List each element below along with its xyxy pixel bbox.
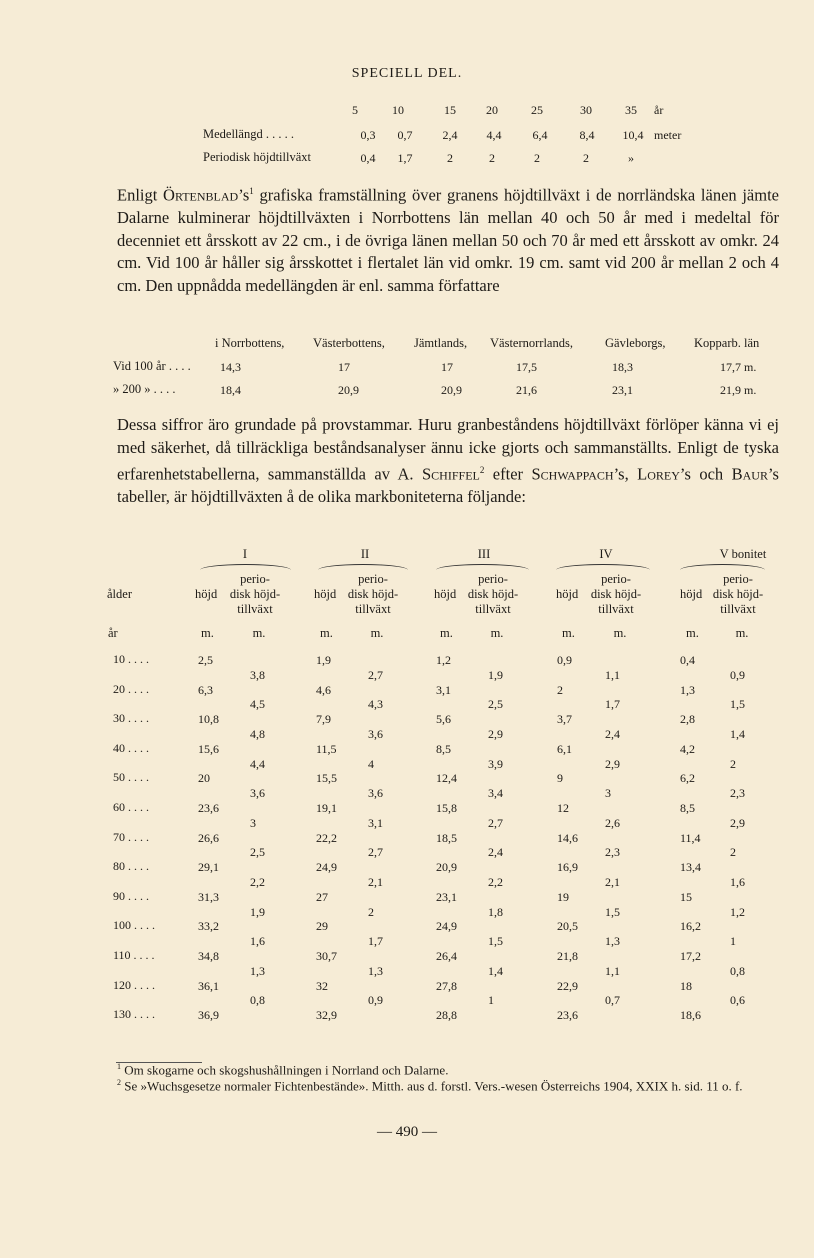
increment-value: 1,1	[605, 667, 620, 682]
height-value: 32,9	[316, 1008, 337, 1023]
increment-value: 0,9	[730, 667, 745, 682]
height-value: 7,9	[316, 712, 331, 727]
increment-value: 2,3	[605, 845, 620, 860]
increment-value: 4,8	[250, 727, 265, 741]
increment-value: 0,8	[250, 993, 265, 1008]
increment-value: 2,7	[368, 667, 383, 682]
periodic-column-header: perio-	[601, 572, 631, 586]
increment-unit: m.	[490, 626, 504, 640]
page-number: — 490 —	[377, 1124, 437, 1140]
footnote-ref: 2	[479, 465, 485, 475]
table-cell: 2	[534, 151, 540, 165]
increment-value: 3,6	[368, 786, 383, 801]
height-value: 3,1	[436, 682, 451, 697]
periodic-column-header: disk höjd-	[712, 587, 764, 601]
height-value: 1,9	[316, 653, 331, 667]
table-cell: 21,6	[516, 383, 537, 397]
height-value: 18,5	[436, 830, 457, 845]
county-header: Västernorrlands,	[490, 336, 573, 350]
increment-value: 1,2	[730, 904, 745, 919]
table-cell: 18,3	[612, 360, 633, 374]
bonitet-group-header: IV	[599, 547, 613, 561]
height-value: 23,6	[557, 1008, 578, 1023]
age-label: 100 . . . .	[113, 918, 155, 933]
table-cell: 17,5	[516, 360, 537, 374]
height-value: 29	[316, 919, 328, 934]
year-header: 5	[352, 103, 358, 117]
table-cell: meter	[654, 128, 682, 142]
height-value: 9	[557, 771, 563, 786]
height-column-header: höjd	[434, 587, 457, 601]
text-run: efter	[484, 464, 532, 484]
height-value: 0,9	[557, 653, 572, 667]
height-value: 15,6	[198, 741, 219, 756]
height-unit: m.	[201, 626, 214, 640]
increment-value: 2,7	[368, 845, 383, 860]
county-header: Jämtlands,	[414, 336, 468, 350]
increment-value: 3,1	[368, 815, 383, 830]
increment-value: 1,7	[368, 934, 383, 949]
age-label: 40 . . . .	[113, 740, 149, 755]
periodic-column-header: tillväxt	[475, 602, 511, 616]
increment-value: 4,4	[250, 756, 265, 771]
height-value: 15,8	[436, 801, 457, 815]
periodic-column-header: perio-	[723, 572, 753, 586]
increment-unit: m.	[252, 626, 266, 640]
age-label: 130 . . . .	[113, 1007, 155, 1022]
text-run: Enligt	[117, 185, 164, 205]
increment-unit: m.	[613, 626, 627, 640]
text-run: ’s,	[613, 464, 638, 484]
increment-value: 1,1	[605, 963, 620, 978]
increment-value: 4,5	[250, 697, 265, 712]
increment-unit: m.	[370, 626, 384, 640]
increment-value: 1,4	[730, 727, 745, 741]
height-value: 27,8	[436, 978, 457, 993]
increment-value: 0,6	[730, 993, 745, 1008]
height-value: 32	[316, 978, 328, 993]
increment-value: 1,5	[605, 904, 620, 919]
bonitet-group-header: III	[477, 547, 491, 561]
text-run: grafiska framställning över granens höjdtillväxt i de norrländska länen jämte Dalarne kulminerar höjdtillväxten i Norrbottens län mellan 40 och 50 år med i medeltal för decenniet ett årsskott av 22 cm., i de övriga länen mellan 50 och 70 år med ett årsskott av omkr. 24 cm. Vid 100 år håller sig årsskottet i flertalet län vid omkr. 19 cm. samt vid 200 år mellan 2 och 4 cm. Den uppnådda medellängden är enl. samma författare	[117, 185, 779, 295]
increment-value: 0,9	[368, 993, 383, 1008]
height-value: 16,9	[557, 860, 578, 875]
group-brace	[200, 564, 291, 570]
height-column-header: höjd	[680, 587, 703, 601]
increment-value: 1,5	[730, 697, 745, 712]
periodic-column-header: disk höjd-	[229, 587, 281, 601]
height-value: 2,8	[680, 712, 695, 727]
table-cell: 17	[441, 360, 453, 374]
increment-value: 2,9	[488, 727, 503, 741]
height-value: 6,1	[557, 741, 572, 756]
increment-value: 1,3	[368, 963, 383, 978]
county-header: Västerbottens,	[313, 336, 385, 350]
height-value: 15	[680, 889, 692, 904]
increment-value: 3,6	[368, 727, 383, 741]
height-unit: m.	[686, 626, 699, 640]
height-value: 22,2	[316, 830, 337, 845]
age-label: 110 . . . .	[113, 948, 155, 962]
age-label: 90 . . . .	[113, 888, 149, 903]
year-header: 15	[444, 103, 456, 117]
height-value: 18,6	[680, 1008, 701, 1023]
height-value: 12	[557, 801, 569, 815]
group-brace	[436, 564, 529, 570]
increment-value: 3,9	[488, 756, 503, 771]
paragraph-site-classes	[117, 414, 779, 509]
bonitet-group-header: I	[242, 547, 248, 561]
author-name: Schiffel	[422, 464, 480, 484]
height-value: 11,5	[316, 741, 337, 756]
increment-value: 2,1	[605, 875, 620, 889]
table-cell: 2,4	[442, 128, 458, 142]
periodic-column-header: perio-	[478, 572, 508, 586]
height-value: 12,4	[436, 771, 457, 786]
height-value: 8,5	[436, 741, 451, 756]
table-cell: 0,3	[360, 128, 376, 142]
height-value: 28,8	[436, 1008, 457, 1023]
author-name: Örtenblad	[163, 185, 239, 205]
row-label: Periodisk höjdtillväxt	[203, 150, 311, 164]
height-unit: m.	[562, 626, 575, 640]
periodic-column-header: tillväxt	[598, 602, 634, 616]
increment-value: 2,3	[730, 786, 745, 801]
periodic-column-header: tillväxt	[237, 602, 273, 616]
increment-value: 4,3	[368, 697, 383, 712]
increment-unit: m.	[735, 626, 749, 640]
year-header: 20	[486, 103, 498, 117]
increment-value: 2,5	[488, 697, 503, 712]
age-label: 80 . . . .	[113, 859, 149, 874]
year-header: 35	[625, 103, 637, 117]
table-cell: 1,7	[397, 151, 413, 165]
table-cell: 2	[489, 151, 495, 165]
height-value: 33,2	[198, 919, 219, 934]
periodic-column-header: tillväxt	[355, 602, 391, 616]
group-brace	[680, 564, 765, 570]
height-value: 23,6	[198, 801, 219, 815]
year-header: 30	[580, 103, 592, 117]
periodic-column-header: disk höjd-	[347, 587, 399, 601]
table-cell: 2	[447, 151, 453, 165]
increment-value: 2,2	[488, 875, 503, 889]
height-column-header: höjd	[314, 587, 337, 601]
height-value: 15,5	[316, 771, 337, 786]
group-brace	[318, 564, 408, 570]
table-cell: »	[628, 151, 634, 165]
table-cell: 4,4	[486, 128, 502, 142]
age-label: 50 . . . .	[113, 770, 149, 785]
county-header: Kopparb. län	[694, 336, 760, 350]
increment-value: 2,6	[605, 815, 620, 830]
table-cell: 14,3	[220, 360, 241, 374]
height-value: 6,3	[198, 682, 213, 697]
row-label: Vid 100 år . . . .	[113, 359, 191, 373]
county-header: i Norrbottens,	[215, 336, 285, 350]
increment-value: 2,4	[605, 727, 620, 741]
height-value: 17,2	[680, 949, 701, 963]
height-value: 19,1	[316, 801, 337, 815]
table-cell: 20,9	[338, 383, 359, 397]
height-value: 26,6	[198, 830, 219, 845]
year-header: 10	[392, 103, 404, 117]
author-name: Baur	[731, 464, 768, 484]
height-value: 1,2	[436, 653, 451, 667]
height-value: 22,9	[557, 978, 578, 993]
height-value: 23,1	[436, 889, 457, 904]
increment-value: 1,6	[730, 875, 745, 889]
text-run: ’s tabeller, är höjdtillväxten å de olika markboniteterna följande:	[117, 464, 779, 506]
height-value: 2	[557, 682, 563, 697]
author-name: Lorey	[637, 464, 680, 484]
height-value: 8,5	[680, 801, 695, 815]
height-value: 21,8	[557, 949, 578, 963]
text-run: Dessa siffror äro grundade på provstammar. Huru granbeståndens höjdtillväxt förlöper känna vi ej med säkerhet, då tillräckliga beståndsanalyser ännu icke gjorts och sammanställts. Enligt de tyska erfarenhetstabellerna, sammanställda av A.	[117, 415, 779, 484]
table-cell: 2	[583, 151, 589, 165]
increment-value: 2	[368, 904, 374, 919]
running-header: SPECIELL DEL.	[351, 66, 463, 81]
row-label: » 200 » . . . .	[113, 382, 176, 396]
increment-value: 2,7	[488, 815, 503, 830]
increment-value: 1,3	[605, 934, 620, 949]
height-value: 4,2	[680, 741, 695, 756]
height-value: 20,5	[557, 919, 578, 934]
table-cell: 6,4	[532, 128, 548, 142]
height-value: 2,5	[198, 653, 213, 667]
increment-value: 1	[730, 934, 736, 949]
increment-value: 2,9	[605, 756, 620, 771]
height-value: 10,8	[198, 712, 219, 727]
height-value: 24,9	[316, 860, 337, 875]
periodic-column-header: perio-	[240, 572, 270, 586]
year-header: 25	[531, 103, 543, 117]
age-column-header: ålder	[107, 587, 132, 601]
table-cell: 0,7	[397, 128, 413, 142]
height-unit: m.	[320, 626, 333, 640]
height-value: 14,6	[557, 830, 578, 845]
height-value: 16,2	[680, 919, 701, 934]
age-unit: år	[108, 626, 118, 640]
age-label: 60 . . . .	[113, 800, 149, 814]
increment-value: 2,5	[250, 845, 265, 860]
increment-value: 3,4	[488, 786, 503, 801]
height-value: 3,7	[557, 712, 572, 727]
height-value: 11,4	[680, 830, 701, 845]
table-cell: 17,7 m.	[720, 360, 757, 374]
increment-value: 2,9	[730, 815, 745, 830]
table-cell: 20,9	[441, 383, 462, 397]
increment-value: 3	[250, 815, 256, 830]
increment-value: 0,7	[605, 993, 620, 1008]
increment-value: 1,5	[488, 934, 503, 949]
table-cell: 23,1	[612, 383, 633, 397]
author-name: Schwappach	[531, 464, 614, 484]
periodic-column-header: perio-	[358, 572, 388, 586]
height-value: 20	[198, 771, 210, 786]
height-value: 26,4	[436, 949, 457, 963]
increment-value: 4	[368, 756, 374, 771]
increment-value: 3,6	[250, 786, 265, 801]
height-value: 4,6	[316, 682, 331, 697]
increment-value: 2	[730, 756, 736, 771]
bonitet-group-header: II	[360, 547, 370, 561]
footnote-mark: 2	[117, 1078, 121, 1087]
paragraph-growth-culmination	[117, 180, 779, 297]
table-cell: 21,9 m.	[720, 383, 757, 397]
year-header: år	[654, 103, 664, 117]
increment-value: 2	[730, 845, 736, 860]
bonitet-group-header: V bonitet	[719, 547, 767, 561]
height-value: 36,9	[198, 1008, 219, 1023]
table-cell: 8,4	[579, 128, 595, 142]
footnote-ref: 1	[249, 186, 254, 196]
height-value: 24,9	[436, 919, 457, 934]
height-value: 6,2	[680, 771, 695, 786]
height-value: 19	[557, 889, 569, 904]
height-column-header: höjd	[195, 587, 218, 601]
footnote-2	[105, 1075, 785, 1094]
height-value: 30,7	[316, 949, 337, 963]
text-run: ’s och	[679, 464, 732, 484]
height-value: 36,1	[198, 978, 219, 993]
height-value: 20,9	[436, 860, 457, 875]
height-value: 5,6	[436, 712, 451, 727]
increment-value: 2,4	[488, 845, 503, 860]
text-run: ’s	[238, 185, 250, 205]
increment-value: 1,7	[605, 697, 620, 712]
periodic-column-header: disk höjd-	[467, 587, 519, 601]
height-value: 34,8	[198, 949, 219, 963]
height-column-header: höjd	[556, 587, 579, 601]
height-value: 13,4	[680, 860, 701, 875]
increment-value: 3	[605, 786, 611, 801]
increment-value: 2,1	[368, 875, 383, 889]
height-value: 0,4	[680, 653, 695, 667]
height-value: 31,3	[198, 889, 219, 904]
increment-value: 1,6	[250, 934, 265, 949]
height-value: 27	[316, 889, 328, 904]
county-header: Gävleborgs,	[605, 336, 666, 350]
row-label: Medellängd . . . . .	[203, 127, 294, 141]
group-brace	[556, 564, 650, 570]
table-cell: 18,4	[220, 383, 241, 397]
table-cell: 17	[338, 360, 350, 374]
height-unit: m.	[440, 626, 453, 640]
increment-value: 1,9	[250, 904, 265, 919]
footnote-mark: 1	[117, 1062, 121, 1071]
periodic-column-header: tillväxt	[720, 602, 756, 616]
increment-value: 2,2	[250, 875, 265, 889]
increment-value: 1,4	[488, 963, 503, 978]
increment-value: 1,8	[488, 904, 503, 919]
height-value: 18	[680, 978, 692, 993]
increment-value: 3,8	[250, 667, 265, 682]
age-label: 70 . . . .	[113, 829, 149, 844]
table-cell: 0,4	[360, 151, 376, 165]
footnote-text: Se »Wuchsgesetze normaler Fichtenbestände». Mitth. aus d. forstl. Vers.-wesen Österreichs 1904, XXIX h. sid. 11 o. f.	[124, 1078, 743, 1094]
increment-value: 0,8	[730, 963, 745, 978]
footnote-text: Om skogarne och skogshushållningen i Norrland och Dalarne.	[124, 1062, 449, 1078]
age-label: 20 . . . .	[113, 681, 149, 696]
increment-value: 1,9	[488, 667, 503, 682]
height-value: 1,3	[680, 682, 695, 697]
age-label: 30 . . . .	[113, 711, 149, 726]
increment-value: 1	[488, 993, 494, 1008]
periodic-column-header: disk höjd-	[590, 587, 642, 601]
table-cell: 10,4	[622, 128, 644, 142]
increment-value: 1,3	[250, 963, 265, 978]
age-label: 120 . . . .	[113, 977, 155, 992]
height-value: 29,1	[198, 860, 219, 875]
age-label: 10 . . . .	[113, 652, 149, 666]
